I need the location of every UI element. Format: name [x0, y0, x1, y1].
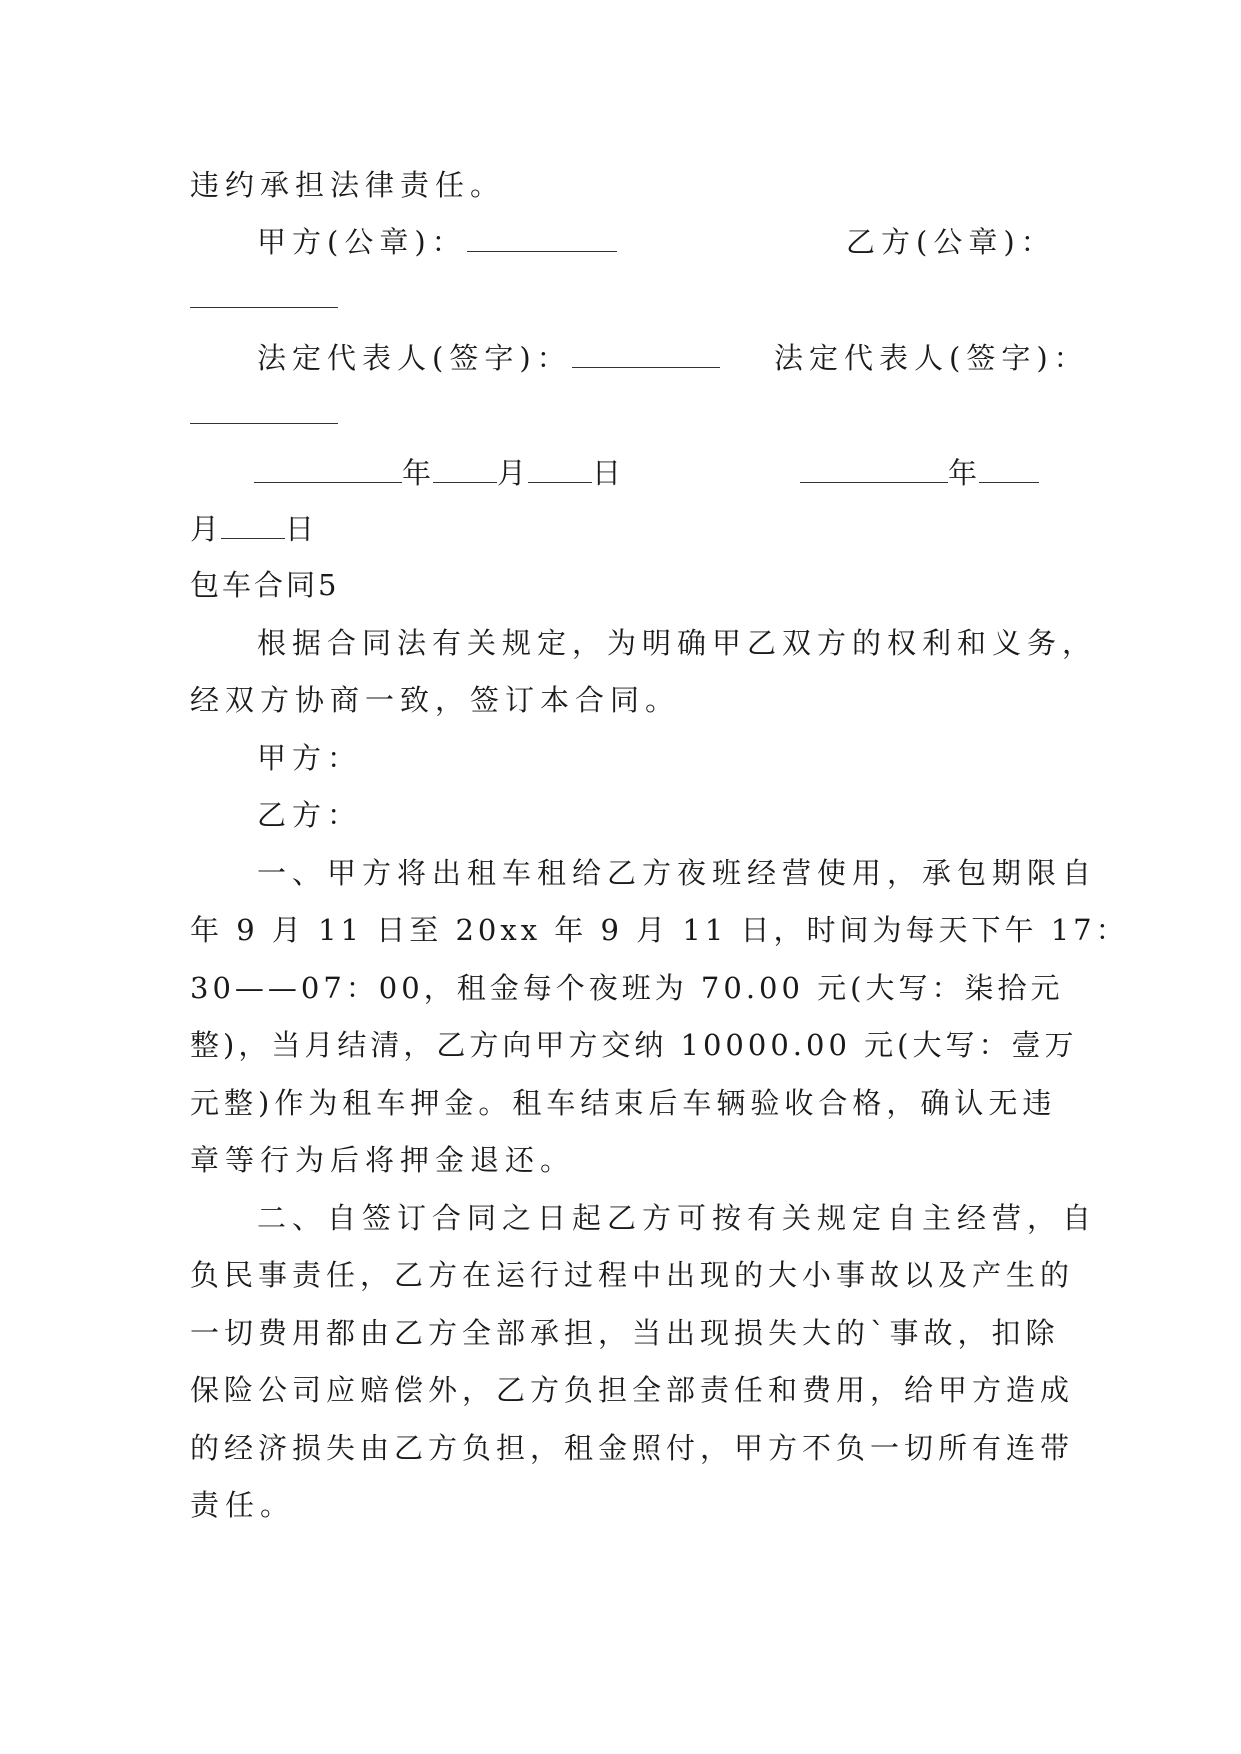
text-line: 二、自签订合同之日起乙方可按有关规定自主经营，自 — [257, 1201, 1098, 1235]
year-blank — [800, 456, 948, 483]
year-label: 年 — [948, 456, 980, 490]
year-blank — [254, 456, 402, 483]
text-line: 负民事责任，乙方在运行过程中出现的大小事故以及产生的 — [190, 1258, 1075, 1292]
text-line: 的经济损失由乙方负担，租金照付，甲方不负一切所有连带 — [190, 1431, 1075, 1465]
month-label: 月 — [497, 456, 529, 490]
section-heading: 包车合同5 — [190, 568, 340, 602]
signature-blank — [190, 281, 338, 308]
legal-rep-a-label: 法定代表人(签字)： — [257, 341, 572, 375]
text-line: 一、甲方将出租车租给乙方夜班经营使用，承包期限自 — [257, 856, 1098, 890]
legal-rep-b-blank-line — [190, 394, 338, 434]
day-blank — [528, 456, 592, 483]
date-line-b-cont — [190, 509, 316, 549]
text-line: 章等行为后将押金退还。 — [190, 1143, 576, 1177]
party-b-line: 乙方： — [257, 798, 363, 832]
text-line: 30——07：00，租金每个夜班为 70.00 元(大写：柒拾元 — [190, 971, 1064, 1005]
text-line: 一切费用都由乙方全部承担，当出现损失大的`事故，扣除 — [190, 1316, 1060, 1350]
party-a-seal-line — [257, 222, 617, 262]
day-blank — [221, 512, 285, 539]
day-label: 日 — [285, 512, 317, 546]
party-b-seal-blank-line — [190, 278, 338, 318]
text-line: 元整)作为租车押金。租车结束后车辆验收合格，确认无违 — [190, 1086, 1057, 1120]
text-line: 经双方协商一致，签订本合同。 — [190, 683, 681, 717]
text-line: 保险公司应赔偿外，乙方负担全部责任和费用，给甲方造成 — [190, 1373, 1075, 1407]
signature-blank — [190, 397, 338, 424]
text-line: 责任。 — [190, 1488, 296, 1522]
day-label: 日 — [592, 456, 624, 490]
signature-blank — [467, 225, 617, 252]
month-blank — [979, 456, 1039, 483]
legal-rep-a-line — [257, 338, 720, 378]
party-a-seal-label: 甲方(公章)： — [257, 225, 467, 259]
month-blank — [433, 456, 497, 483]
text-line: 年 9 月 11 日至 20xx 年 9 月 11 日，时间为每天下午 17： — [190, 913, 1129, 947]
text-line: 违约承担法律责任。 — [190, 168, 506, 202]
date-line-b — [800, 453, 1039, 493]
text-line: 整)，当月结清，乙方向甲方交纳 10000.00 元(大写：壹万 — [190, 1028, 1078, 1062]
text-line: 根据合同法有关规定，为明确甲乙双方的权利和义务， — [257, 626, 1098, 660]
year-label: 年 — [402, 456, 434, 490]
signature-blank — [572, 341, 720, 368]
party-b-seal-label: 乙方(公章)： — [846, 225, 1056, 259]
party-a-line: 甲方： — [257, 741, 363, 775]
month-label: 月 — [190, 512, 222, 546]
date-line-a — [254, 453, 623, 493]
legal-rep-b-label: 法定代表人(签字)： — [774, 341, 1089, 375]
